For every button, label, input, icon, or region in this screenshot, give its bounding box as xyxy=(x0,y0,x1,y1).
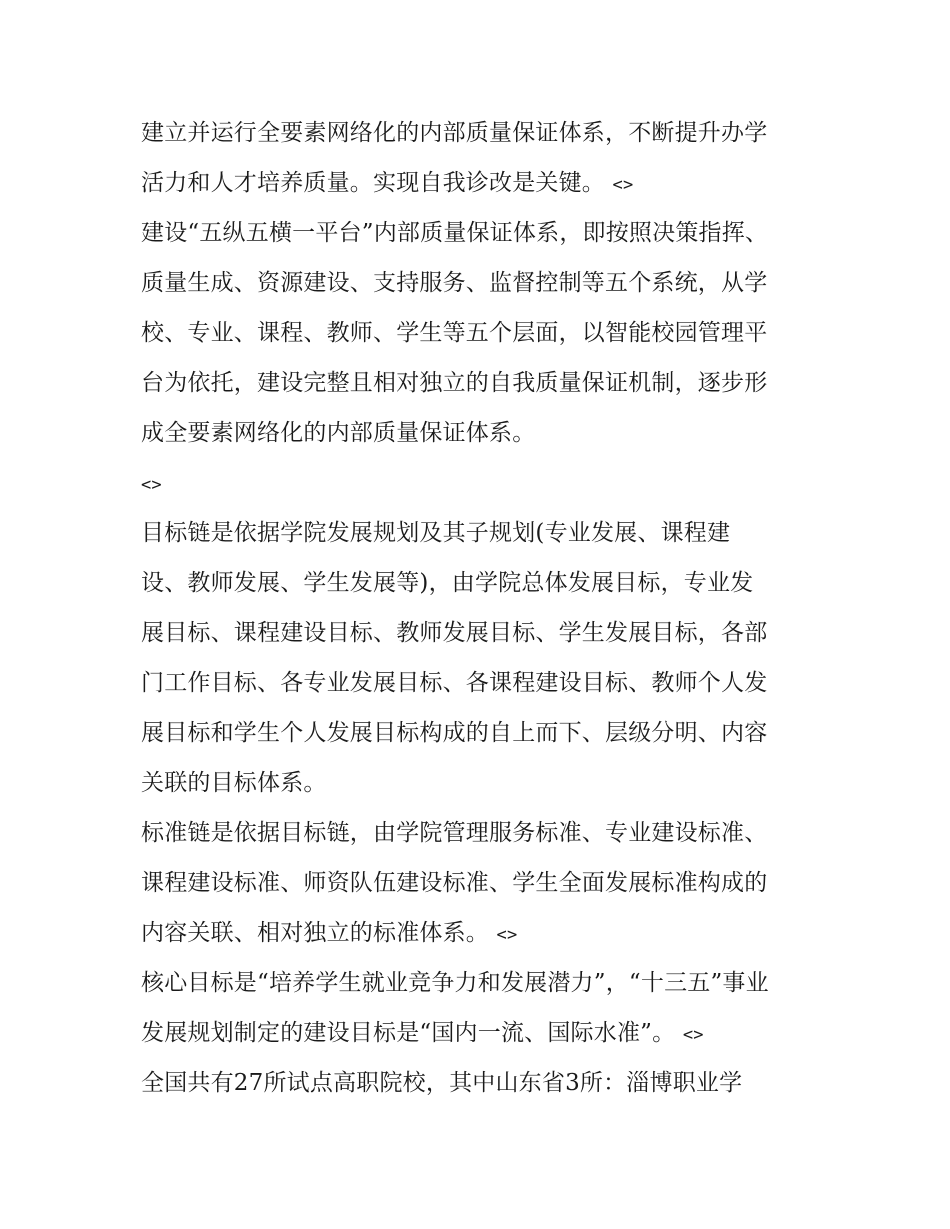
text-line: 门工作目标、各专业发展目标、各课程建设目标、教师个人发 xyxy=(141,670,768,696)
placeholder-marker: <> xyxy=(496,925,518,945)
text-line: 建立并运行全要素网络化的内部质量保证体系，不断提升办学 xyxy=(141,120,768,146)
text-line: 全国共有27所试点高职院校，其中山东省3所：淄博职业学 xyxy=(141,1070,743,1096)
text-line: 校、专业、课程、教师、学生等五个层面，以智能校园管理平 xyxy=(141,320,768,346)
text-line xyxy=(141,458,821,508)
text-line: 设、教师发展、学生发展等)，由学院总体发展目标，专业发 xyxy=(141,570,754,596)
placeholder-marker: <> xyxy=(612,175,634,195)
text-line: 标准链是依据目标链，由学院管理服务标准、专业建设标准、 xyxy=(141,820,768,846)
text-line: 目标链是依据学院发展规划及其子规划(专业发展、课程建 xyxy=(141,520,731,546)
text-line: 关联的目标体系。 xyxy=(141,770,327,796)
document-body xyxy=(141,108,821,1108)
text-line: 成全要素网络化的内部质量保证体系。 xyxy=(141,420,536,446)
text-line: 核心目标是“培养学生就业竞争力和发展潜力”，“十三五”事业 xyxy=(141,970,769,996)
text-line: 课程建设标准、师资队伍建设标准、学生全面发展标准构成的 xyxy=(141,870,768,896)
placeholder-marker: <> xyxy=(682,1025,704,1045)
text-line: 台为依托，建设完整且相对独立的自我质量保证机制，逐步形 xyxy=(141,370,768,396)
text-line: 展目标和学生个人发展目标构成的自上而下、层级分明、内容 xyxy=(141,720,768,746)
text-line: 质量生成、资源建设、支持服务、监督控制等五个系统，从学 xyxy=(141,270,768,296)
text-line: 建设“五纵五横一平台”内部质量保证体系，即按照决策指挥、 xyxy=(141,220,769,246)
placeholder-marker: <> xyxy=(141,475,162,495)
text-line: 展目标、课程建设目标、教师发展目标、学生发展目标，各部 xyxy=(141,620,768,646)
text-line: 内容关联、相对独立的标准体系。 <> xyxy=(141,920,518,946)
text-line: 发展规划制定的建设目标是“国内一流、国际水准”。 <> xyxy=(141,1020,704,1046)
text-line: 活力和人才培养质量。实现自我诊改是关键。 <> xyxy=(141,170,634,196)
